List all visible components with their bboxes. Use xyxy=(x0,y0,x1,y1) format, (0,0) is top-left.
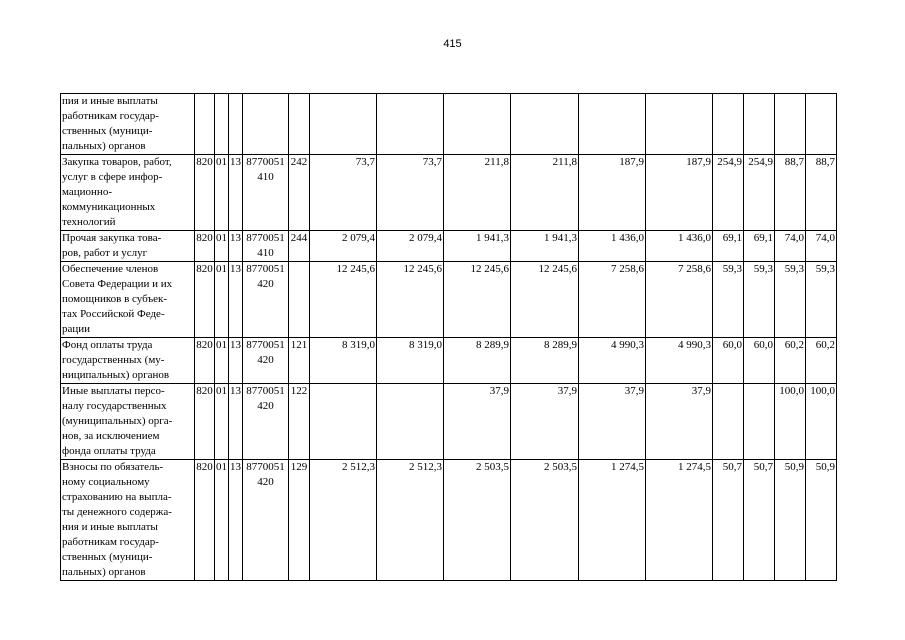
value-cell: 4 990,3 xyxy=(579,338,646,384)
target-article-part: 420 xyxy=(257,476,274,488)
section-code-cell: 01 xyxy=(215,338,229,384)
value-cell: 37,9 xyxy=(646,384,713,460)
value-cell: 37,9 xyxy=(511,384,579,460)
ved-code-cell: 820 xyxy=(195,231,215,262)
section-code-cell xyxy=(215,94,229,155)
percent-cell: 69,1 xyxy=(713,231,744,262)
ved-code-cell: 820 xyxy=(195,262,215,338)
table-row xyxy=(61,155,837,231)
section-code-cell: 01 xyxy=(215,231,229,262)
target-article-part: 420 xyxy=(257,400,274,412)
value-cell: 2 079,4 xyxy=(377,231,444,262)
expense-type-cell xyxy=(289,262,310,338)
percent-cell xyxy=(775,94,806,155)
value-cell: 1 941,3 xyxy=(444,231,511,262)
subsection-code-cell xyxy=(229,94,243,155)
target-article-part: 8770051 xyxy=(246,339,285,351)
value-cell: 2 512,3 xyxy=(310,460,377,581)
value-cell: 12 245,6 xyxy=(310,262,377,338)
expense-type-cell: 244 xyxy=(289,231,310,262)
table-row xyxy=(61,262,837,338)
value-cell xyxy=(511,94,579,155)
target-article-cell xyxy=(243,231,289,262)
table-row xyxy=(61,338,837,384)
target-article-part: 8770051 xyxy=(246,156,285,168)
percent-cell: 50,7 xyxy=(744,460,775,581)
target-article-cell xyxy=(243,94,289,155)
subsection-code-cell: 13 xyxy=(229,262,243,338)
subsection-code-cell: 13 xyxy=(229,384,243,460)
value-cell: 73,7 xyxy=(377,155,444,231)
expense-type-cell xyxy=(289,94,310,155)
percent-cell: 59,3 xyxy=(744,262,775,338)
percent-cell: 60,0 xyxy=(744,338,775,384)
expense-name-cell: Обеспечение членов Совета Федерации и их помощников в субъек- тах Российской Феде- рации xyxy=(61,262,195,338)
ved-code-cell: 820 xyxy=(195,384,215,460)
value-cell: 12 245,6 xyxy=(377,262,444,338)
value-cell xyxy=(377,384,444,460)
value-cell: 12 245,6 xyxy=(511,262,579,338)
expense-name-cell: Взносы по обязатель- ному социальному страхованию на выпла- ты денежного содержа- ния и иные выплаты работникам государ- ственных (муници- пальных) органов xyxy=(61,460,195,581)
expense-type-cell: 122 xyxy=(289,384,310,460)
target-article-cell xyxy=(243,155,289,231)
page-number: 415 xyxy=(443,38,462,50)
target-article-cell xyxy=(243,338,289,384)
subsection-code-cell: 13 xyxy=(229,460,243,581)
section-code-cell: 01 xyxy=(215,155,229,231)
percent-cell: 254,9 xyxy=(713,155,744,231)
value-cell: 8 289,9 xyxy=(511,338,579,384)
expense-name-cell: пия и иные выплаты работникам государ- ственных (муници- пальных) органов xyxy=(61,94,195,155)
value-cell: 8 289,9 xyxy=(444,338,511,384)
target-article-part: 8770051 xyxy=(246,232,285,244)
value-cell xyxy=(646,94,713,155)
value-cell: 187,9 xyxy=(579,155,646,231)
target-article-cell xyxy=(243,262,289,338)
value-cell: 187,9 xyxy=(646,155,713,231)
value-cell: 211,8 xyxy=(511,155,579,231)
ved-code-cell xyxy=(195,94,215,155)
percent-cell: 74,0 xyxy=(806,231,837,262)
percent-cell: 60,2 xyxy=(806,338,837,384)
target-article-cell xyxy=(243,384,289,460)
value-cell xyxy=(310,94,377,155)
percent-cell: 60,2 xyxy=(775,338,806,384)
percent-cell: 88,7 xyxy=(775,155,806,231)
subsection-code-cell: 13 xyxy=(229,338,243,384)
value-cell xyxy=(444,94,511,155)
ved-code-cell: 820 xyxy=(195,155,215,231)
expense-name-cell: Фонд оплаты труда государственных (му- ниципальных) органов xyxy=(61,338,195,384)
percent-cell xyxy=(806,94,837,155)
percent-cell: 74,0 xyxy=(775,231,806,262)
value-cell: 1 436,0 xyxy=(579,231,646,262)
target-article-part: 420 xyxy=(257,278,274,290)
section-code-cell: 01 xyxy=(215,460,229,581)
percent-cell: 100,0 xyxy=(806,384,837,460)
value-cell xyxy=(377,94,444,155)
percent-cell: 59,3 xyxy=(713,262,744,338)
value-cell: 2 503,5 xyxy=(444,460,511,581)
value-cell: 7 258,6 xyxy=(579,262,646,338)
value-cell: 37,9 xyxy=(444,384,511,460)
percent-cell xyxy=(744,94,775,155)
expense-name-cell: Закупка товаров, работ, услуг в сфере инфор- мационно- коммуникационных технологий xyxy=(61,155,195,231)
target-article-part: 8770051 xyxy=(246,385,285,397)
table-row xyxy=(61,94,837,155)
value-cell: 2 503,5 xyxy=(511,460,579,581)
table-row xyxy=(61,231,837,262)
value-cell: 2 512,3 xyxy=(377,460,444,581)
value-cell: 1 274,5 xyxy=(579,460,646,581)
expense-type-cell: 129 xyxy=(289,460,310,581)
value-cell: 211,8 xyxy=(444,155,511,231)
value-cell: 8 319,0 xyxy=(377,338,444,384)
value-cell xyxy=(579,94,646,155)
percent-cell: 50,9 xyxy=(806,460,837,581)
percent-cell: 60,0 xyxy=(713,338,744,384)
target-article-part: 410 xyxy=(257,171,274,183)
budget-table xyxy=(60,93,837,581)
value-cell: 4 990,3 xyxy=(646,338,713,384)
value-cell: 37,9 xyxy=(579,384,646,460)
value-cell: 1 274,5 xyxy=(646,460,713,581)
value-cell: 8 319,0 xyxy=(310,338,377,384)
value-cell: 7 258,6 xyxy=(646,262,713,338)
percent-cell xyxy=(713,384,744,460)
value-cell: 73,7 xyxy=(310,155,377,231)
percent-cell: 59,3 xyxy=(775,262,806,338)
table-row xyxy=(61,384,837,460)
value-cell: 2 079,4 xyxy=(310,231,377,262)
value-cell: 1 941,3 xyxy=(511,231,579,262)
subsection-code-cell: 13 xyxy=(229,155,243,231)
percent-cell: 50,7 xyxy=(713,460,744,581)
target-article-part: 8770051 xyxy=(246,263,285,275)
percent-cell xyxy=(744,384,775,460)
target-article-cell xyxy=(243,460,289,581)
value-cell: 12 245,6 xyxy=(444,262,511,338)
percent-cell: 59,3 xyxy=(806,262,837,338)
table-body xyxy=(61,94,837,581)
percent-cell: 100,0 xyxy=(775,384,806,460)
target-article-part: 410 xyxy=(257,247,274,259)
percent-cell: 50,9 xyxy=(775,460,806,581)
expense-type-cell: 242 xyxy=(289,155,310,231)
target-article-part: 8770051 xyxy=(246,461,285,473)
expense-type-cell: 121 xyxy=(289,338,310,384)
target-article-part: 420 xyxy=(257,354,274,366)
subsection-code-cell: 13 xyxy=(229,231,243,262)
percent-cell: 69,1 xyxy=(744,231,775,262)
percent-cell xyxy=(713,94,744,155)
value-cell: 1 436,0 xyxy=(646,231,713,262)
section-code-cell: 01 xyxy=(215,384,229,460)
section-code-cell: 01 xyxy=(215,262,229,338)
ved-code-cell: 820 xyxy=(195,338,215,384)
value-cell xyxy=(310,384,377,460)
percent-cell: 88,7 xyxy=(806,155,837,231)
expense-name-cell: Иные выплаты персо- налу государственных (муниципальных) орга- нов, за исключением фонда оплаты труда xyxy=(61,384,195,460)
table-row xyxy=(61,460,837,581)
expense-name-cell: Прочая закупка това- ров, работ и услуг xyxy=(61,231,195,262)
ved-code-cell: 820 xyxy=(195,460,215,581)
percent-cell: 254,9 xyxy=(744,155,775,231)
